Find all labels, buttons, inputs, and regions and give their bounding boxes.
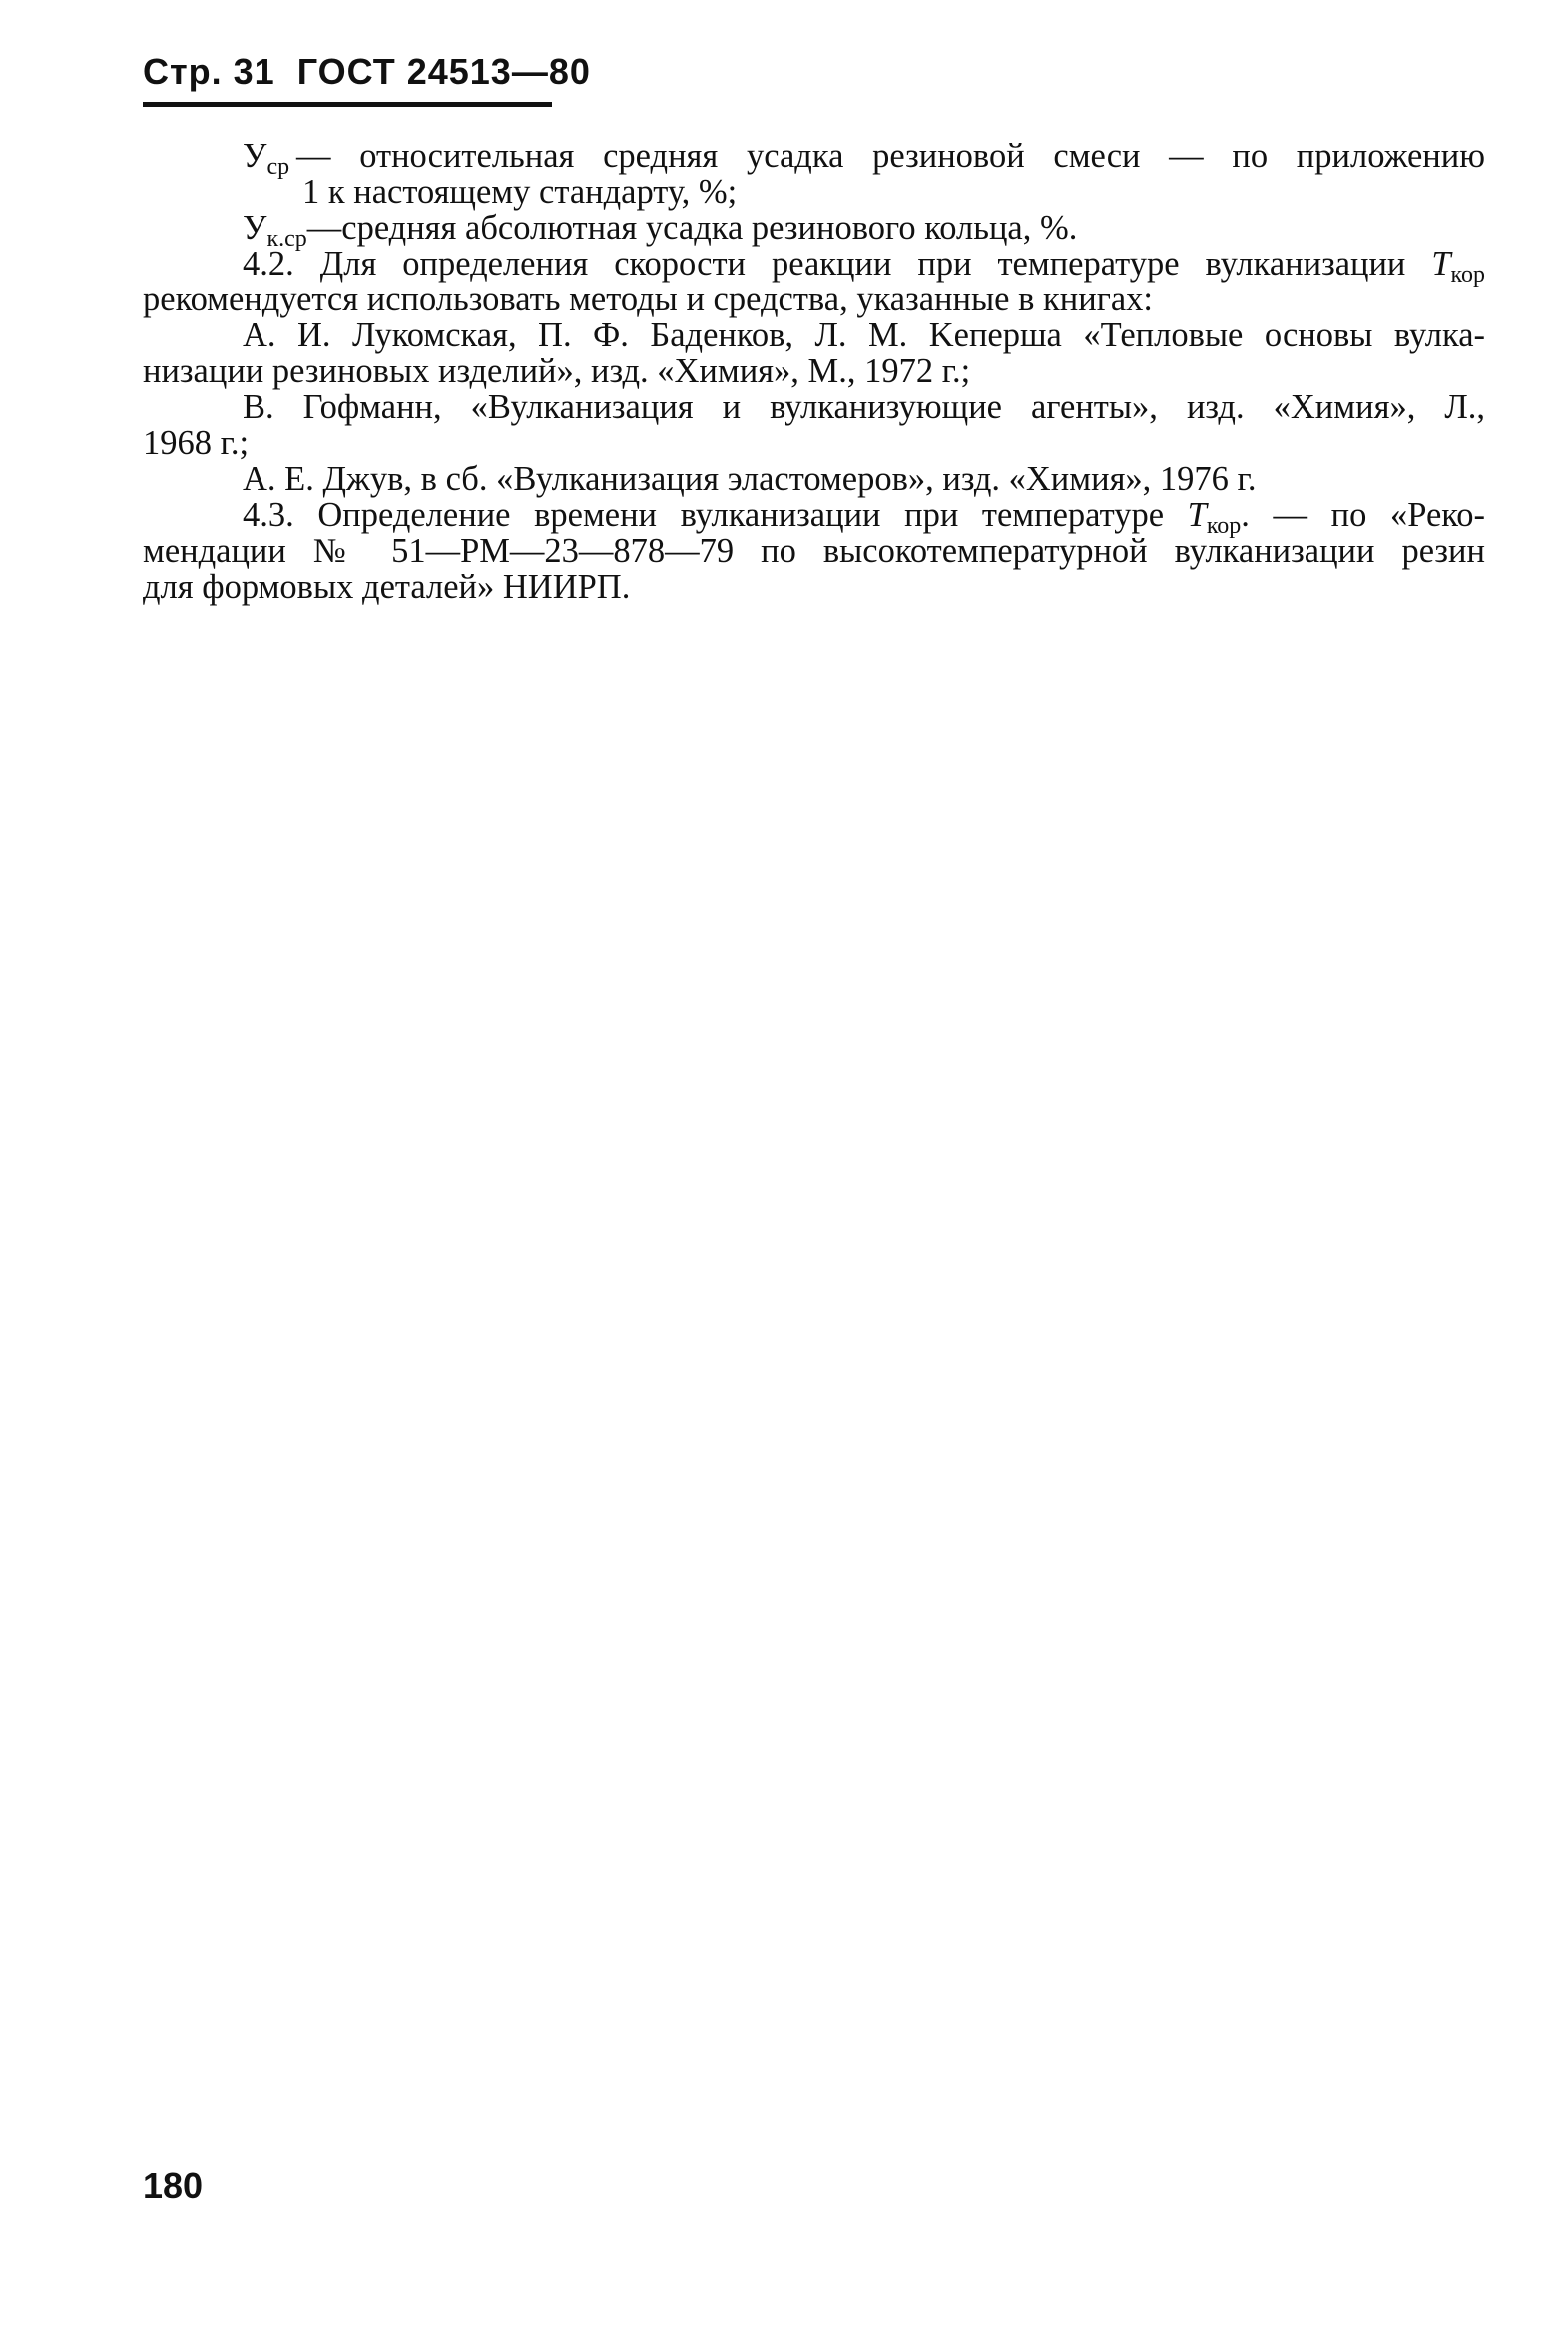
definition-1-line-2 [143, 174, 1485, 210]
page-header [143, 50, 591, 110]
definition-1-symbol: $У_{ср}$ [243, 137, 290, 180]
paragraph-4-2-text: 4.2. Для определения скорости реакции при температуре вулканизации [243, 245, 1406, 283]
reference-3 [143, 461, 1485, 497]
definition-2-symbol: $У_{к.ср}$ [243, 209, 307, 252]
paragraph-4-3-text-3: для формовых деталей» НИИРП. [143, 568, 631, 606]
paragraph-4-3-line-1 [143, 496, 1486, 539]
definition-1-text: — относительная средняя усадка резиновой смеси — по приложению [296, 137, 1485, 175]
definition-1-line-1 [143, 137, 1485, 180]
paragraph-4-3-text-a: 4.3. Определение времени вулканизации при температуре [243, 496, 1165, 534]
paragraph-4-2-text-2: рекомендуется использовать методы и средства, указанные в книгах: [143, 281, 1154, 318]
definition-2 [143, 209, 1485, 252]
document-body [143, 138, 1485, 605]
t-kor-symbol: Т [1431, 245, 1451, 283]
paragraph-4-2-line-2 [143, 282, 1485, 317]
definition-2-text: —средняя абсолютная усадка резинового кольца, %. [306, 209, 1078, 247]
paragraph-4-3-text-2: мендации № 51—РМ—23—878—79 по высокотемпературной вулканизации резин [143, 532, 1485, 570]
paragraph-4-3-line-3 [143, 569, 1485, 605]
standard-number: ГОСТ 24513—80 [296, 51, 591, 92]
reference-2-text: В. Гофманн, «Вулканизация и вулканизующие агенты», изд. «Химия», Л., [243, 388, 1485, 426]
paragraph-4-3-text-b: . — по «Реко- [1241, 496, 1486, 534]
paragraph-4-3-line-2 [143, 533, 1485, 569]
paragraph-4-2-line-1 [143, 245, 1485, 288]
page-label: Стр. 31 [143, 51, 275, 92]
header-text [143, 50, 591, 94]
reference-1-text-2: низации резиновых изделий», изд. «Химия», М., 1972 г.; [143, 352, 971, 390]
t-kor-subscript-2: кор [1206, 513, 1242, 539]
header-rule [143, 102, 552, 107]
reference-1-line-1 [143, 317, 1485, 353]
reference-3-text: А. Е. Джув, в сб. «Вулканизация эластомеров», изд. «Химия», 1976 г. [243, 460, 1257, 498]
reference-2-text-2: 1968 г.; [143, 424, 250, 462]
reference-1-line-2 [143, 353, 1485, 389]
reference-2-line-2 [143, 425, 1485, 461]
reference-2-line-1 [143, 389, 1485, 425]
t-kor-symbol-2: Т [1187, 496, 1207, 534]
reference-1-text: А. И. Лукомская, П. Ф. Баденков, Л. М. Keперша «Тепловые основы вулка- [243, 316, 1485, 354]
t-kor-subscript: кор [1450, 262, 1485, 288]
definition-1-text-2: 1 к настоящему стандарту, %; [302, 173, 738, 211]
page-number: 180 [143, 2165, 204, 2206]
